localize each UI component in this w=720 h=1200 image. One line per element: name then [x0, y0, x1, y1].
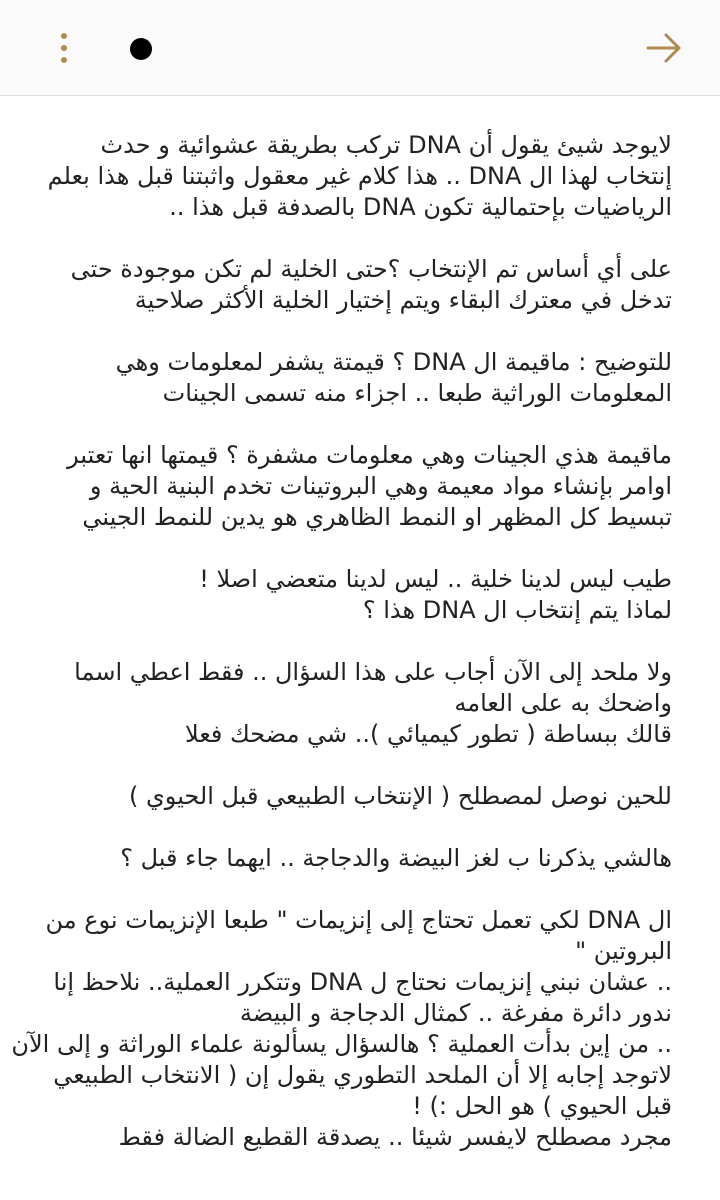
note-line: لماذا يتم إنتخاب ال DNA هذا ؟	[362, 596, 672, 624]
note-line: طيب ليس لدينا خلية .. ليس لدينا متعضي اصلا !	[199, 565, 672, 593]
note-line: لاتوجد إجابه إلا أن الملحد التطوري يقول إن ( الانتخاب الطبيعي	[53, 1061, 672, 1089]
note-line: قبل الحيوي ) هو الحل :) !	[412, 1092, 672, 1120]
note-paragraph	[40, 347, 672, 409]
note-line: لايوجد شيئ يقول أن DNA تركب بطريقة عشوائية و حدث	[100, 131, 672, 159]
note-body	[11, 130, 672, 1153]
note-line: ال DNA لكي تعمل تحتاج إلى إنزيمات " طبعا الإنزيمات نوع من	[45, 906, 672, 934]
note-paragraph	[40, 657, 672, 750]
note-line: للتوضيح : ماقيمة ال DNA ؟ قيمتة يشفر لمعلومات وهي	[115, 348, 672, 376]
note-line: إنتخاب لهذا ال DNA .. هذا كلام غير معقول واثبتنا قبل هذا بعلم	[47, 162, 672, 190]
note-line: تدخل في معترك البقاء ويتم إختيار الخلية الأكثر صلاحية	[134, 286, 672, 314]
note-line: للحين نوصل لمصطلح ( الإنتخاب الطبيعي قبل الحيوي )	[129, 782, 672, 810]
note-line: هالشي يذكرنا ب لغز البيضة والدجاجة .. ايهما جاء قبل ؟	[120, 844, 672, 872]
note-paragraph	[40, 130, 672, 223]
note-line: البروتين "	[575, 937, 672, 965]
vertical-dots-icon	[61, 45, 67, 51]
back-button[interactable]	[644, 28, 684, 68]
more-options-button[interactable]	[44, 24, 84, 72]
note-line: تبسيط كل المظهر او النمط الظاهري هو يدين للنمط الجيني	[82, 503, 672, 531]
vertical-dots-icon	[61, 33, 67, 39]
note-line: على أي أساس تم الإنتخاب ؟حتى الخلية لم تكن موجودة حتى	[70, 255, 672, 283]
note-line: .. من إين بدأت العملية ؟ هالسؤال يسألونة علماء الوراثة و إلى الآن	[11, 1030, 672, 1058]
note-paragraph	[40, 254, 672, 316]
note-line: ماقيمة هذي الجينات وهي معلومات مشفرة ؟ قيمتها انها تعتبر	[67, 441, 672, 469]
vertical-dots-icon	[61, 57, 67, 63]
note-line: اوامر بإنشاء مواد معيمة وهي البروتينات تخدم البنية الحية و	[89, 472, 672, 500]
arrow-right-icon	[644, 28, 684, 68]
top-app-bar	[0, 0, 720, 96]
note-line: واضحك به على العامه	[454, 689, 672, 717]
note-paragraph	[40, 564, 672, 626]
note-line: قالك ببساطة ( تطور كيميائي ).. شي مضحك فعلا	[185, 720, 672, 748]
note-line: .. عشان نبني إنزيمات نحتاج ل DNA وتتكرر العملية.. نلاحظ إنا	[53, 968, 672, 996]
note-paragraph	[40, 843, 672, 874]
note-line: المعلومات الوراثية طبعا .. اجزاء منه تسمى الجينات	[162, 379, 672, 407]
note-paragraph	[11, 905, 672, 1153]
note-line: الرياضيات بإحتمالية تكون DNA بالصدفة قبل هذا ..	[169, 193, 672, 221]
note-line: مجرد مصطلح لايفسر شيئا .. يصدقة القطيع الضالة فقط	[118, 1123, 672, 1151]
note-line: ولا ملحد إلى الآن أجاب على هذا السؤال .. فقط اعطي اسما	[74, 658, 672, 686]
black-dot-icon	[130, 38, 152, 60]
note-line: ندور دائرة مفرغة .. كمثال الدجاجة و البيضة	[239, 999, 672, 1027]
note-paragraph	[40, 440, 672, 533]
note-paragraph	[40, 781, 672, 812]
